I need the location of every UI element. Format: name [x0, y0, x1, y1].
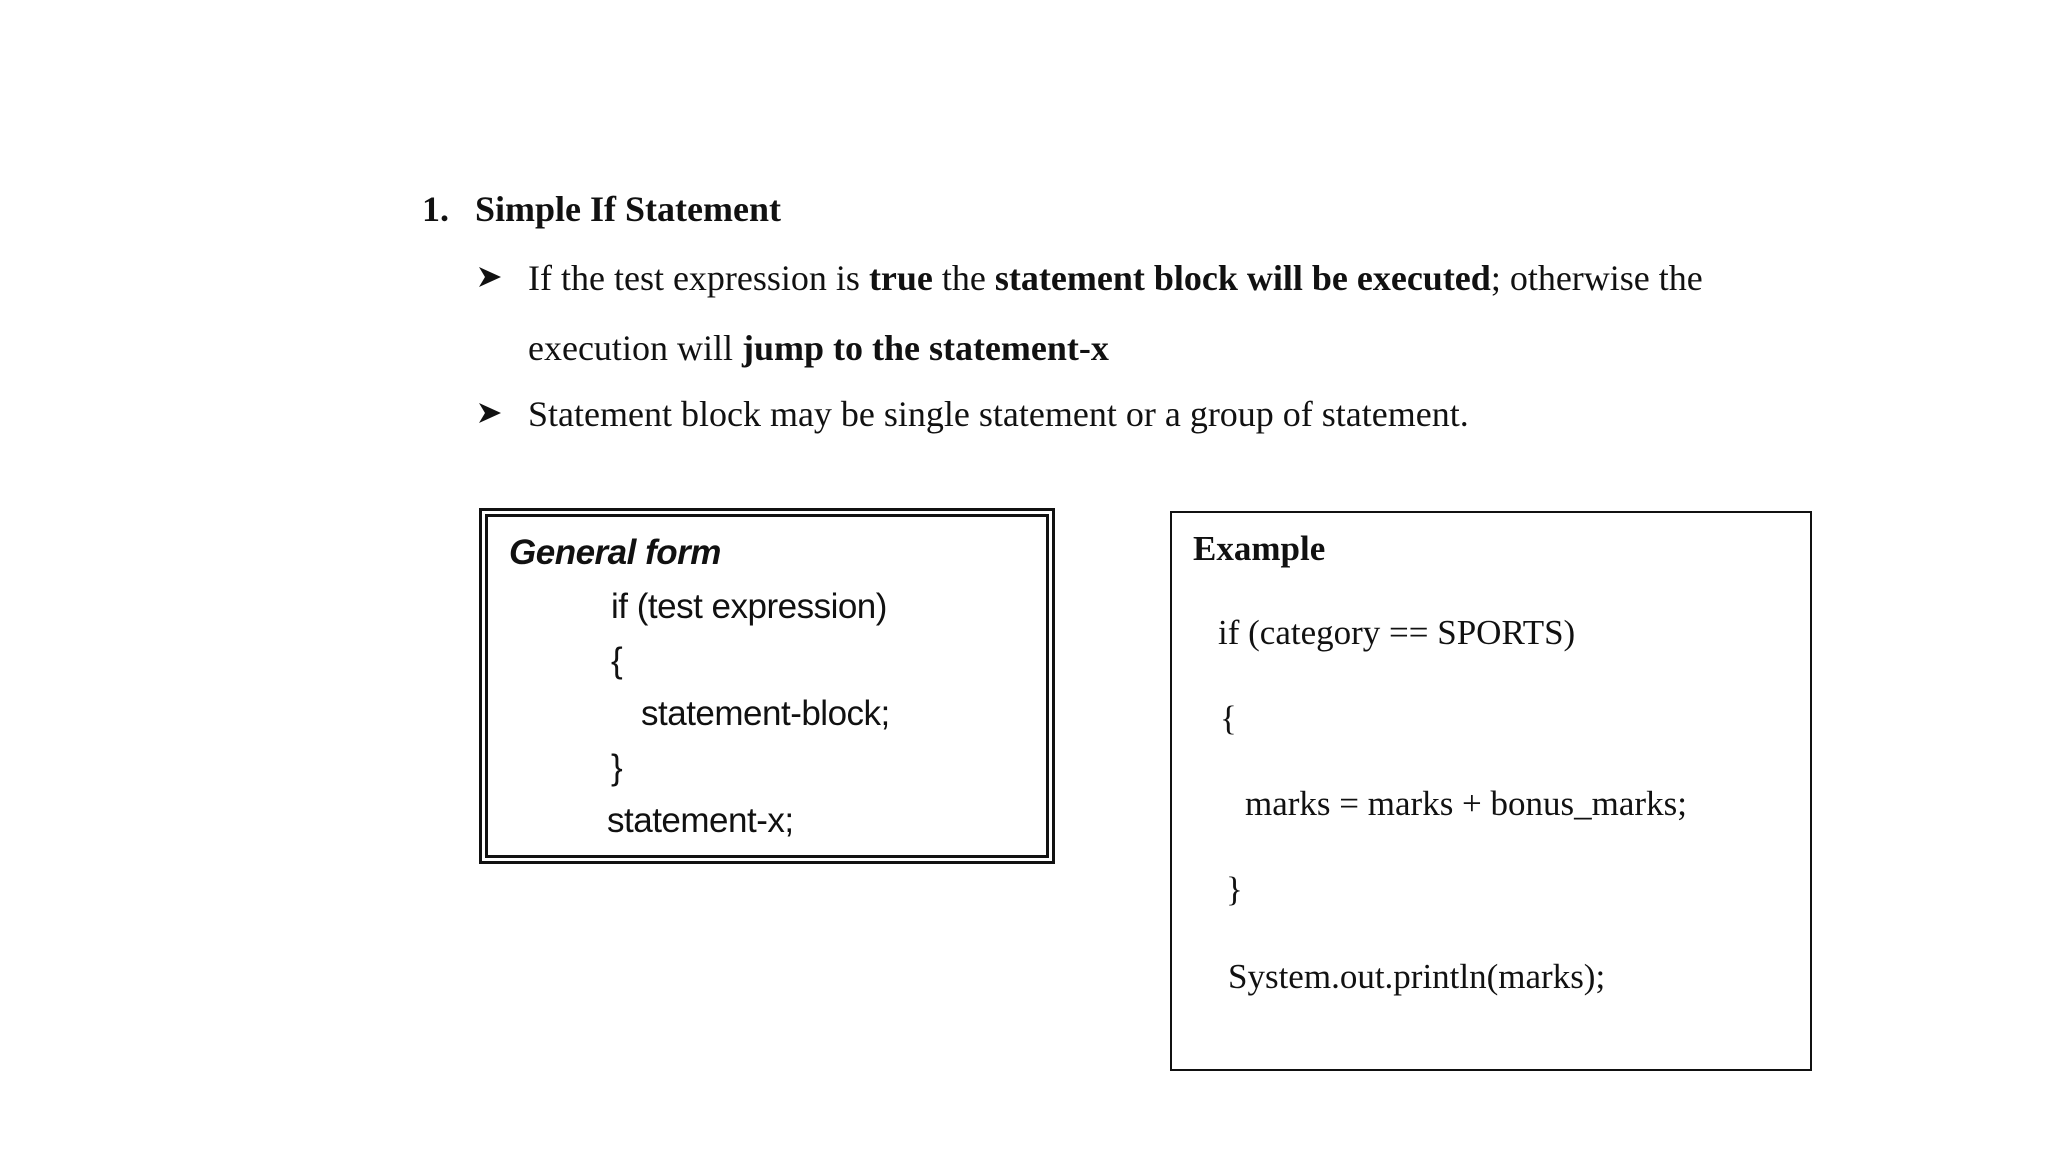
bullet-text-segment: execution will — [528, 328, 742, 368]
general-form-line-if: if (test expression) — [611, 587, 887, 626]
section-number: 1. — [422, 189, 449, 229]
example-line-println: System.out.println(marks); — [1228, 957, 1606, 996]
general-form-title: General form — [509, 533, 721, 572]
bullet-text-1-line-2 — [528, 327, 1109, 369]
general-form-line-open-brace: { — [611, 641, 623, 680]
section-heading — [422, 188, 781, 230]
example-line-close-brace: } — [1226, 870, 1243, 909]
bullet-bold-segment: jump to the statement-x — [741, 328, 1109, 368]
bullet-text-2: Statement block may be single statement or a group of statement. — [528, 394, 1469, 434]
general-form-line-close-brace: } — [611, 748, 623, 787]
example-line-open-brace: { — [1220, 699, 1237, 738]
bullet-text-segment: If the test expression is — [528, 258, 869, 298]
example-box — [1170, 511, 1812, 1071]
general-form-line-statement-x: statement-x; — [607, 801, 794, 840]
general-form-box — [479, 508, 1055, 864]
bullet-bold-segment: statement block will be executed — [994, 258, 1491, 298]
bullet-text-segment: the — [932, 258, 995, 298]
example-line-if: if (category == SPORTS) — [1218, 613, 1576, 652]
example-title: Example — [1193, 529, 1326, 568]
bullet-text-segment: ; otherwise the — [1490, 258, 1703, 298]
section-title: Simple If Statement — [475, 189, 781, 229]
bullet-bold-segment: true — [868, 258, 933, 298]
arrowhead-bullet-icon — [478, 257, 506, 297]
arrowhead-bullet-icon — [478, 393, 506, 433]
general-form-inner-border — [485, 514, 1049, 858]
general-form-line-statement-block: statement-block; — [641, 694, 890, 733]
bullet-text-1 — [528, 257, 1703, 299]
example-line-assignment: marks = marks + bonus_marks; — [1245, 784, 1687, 823]
